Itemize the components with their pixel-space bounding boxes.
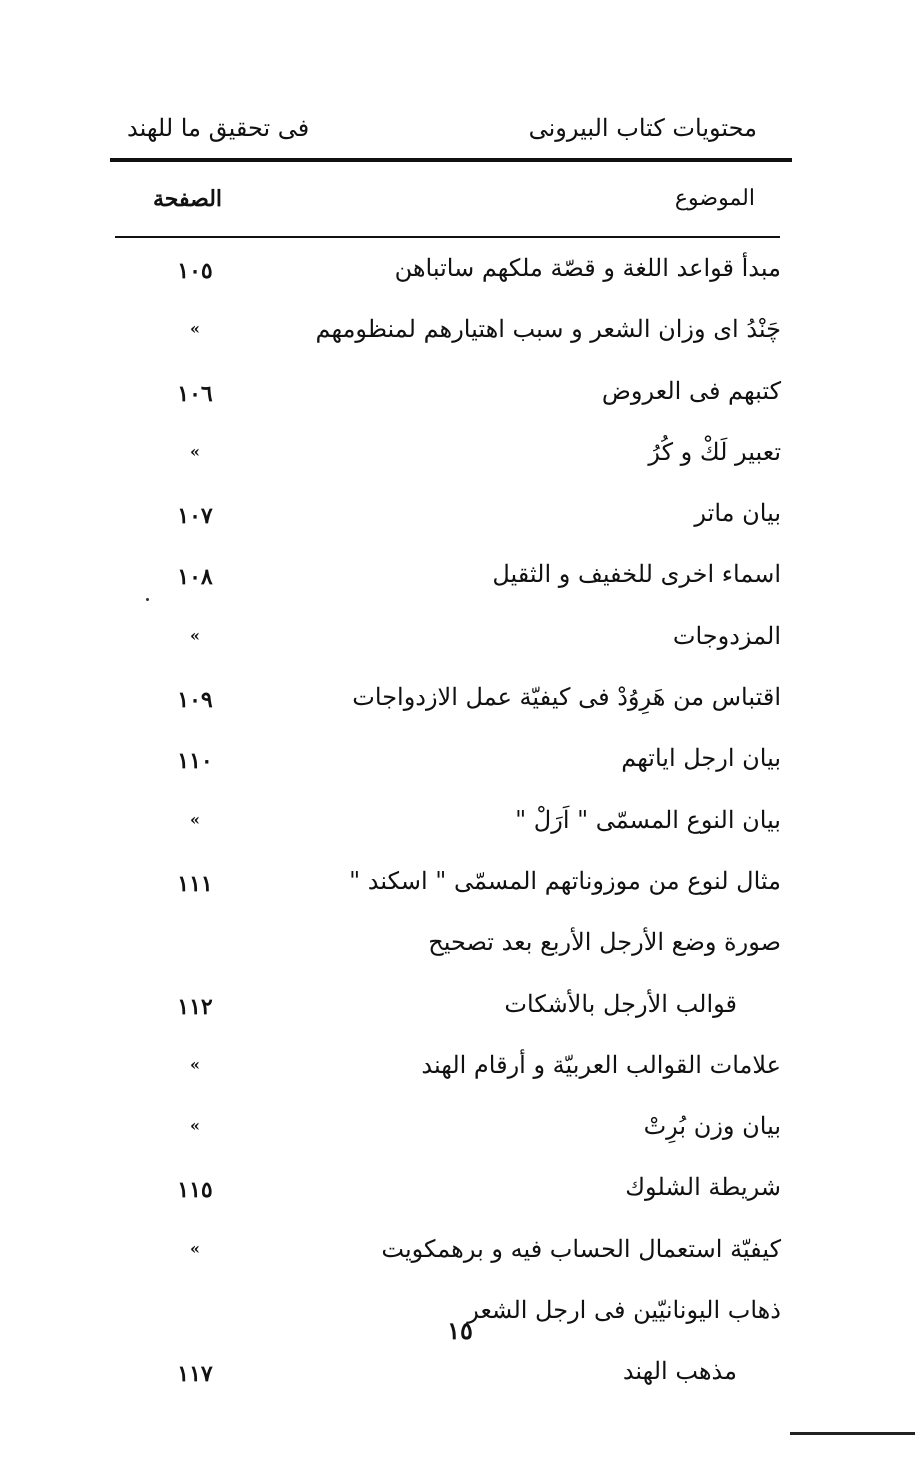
toc-entry-topic: مذهب الهند	[622, 1357, 737, 1386]
toc-entry	[115, 859, 785, 920]
toc-entry-topic: قوالب الأرجل بالأشكات	[504, 989, 737, 1018]
toc-entry-page: »	[190, 1238, 200, 1258]
running-head-title: محتويات كتاب البيرونى	[528, 114, 757, 142]
toc-entry	[115, 246, 785, 307]
toc-entry-page: ١١١	[177, 870, 213, 897]
toc-entry	[115, 1165, 785, 1226]
toc-entry	[115, 369, 785, 430]
toc-entry	[115, 1349, 785, 1410]
toc-entry-page: »	[190, 1054, 200, 1074]
toc-entry	[115, 614, 785, 675]
toc-entry-topic: كتبهم فى العروض	[601, 376, 781, 405]
toc-entry	[115, 552, 785, 613]
toc-entry-topic: المزدوجات	[672, 621, 781, 650]
toc-entry-topic: كيفيّة استعمال الحساب فيه و برهمكويت	[381, 1234, 781, 1263]
toc-entry-page: ١٠٦	[177, 380, 213, 407]
toc-entry-page: ١٠٧	[177, 503, 213, 530]
toc-entry-page: ١١٠	[177, 748, 213, 775]
toc-entry-topic: چَنْدُ اى وزان الشعر و سبب اهتيارهم لمنظومهم	[315, 315, 781, 344]
page-number: ١٥	[447, 1316, 473, 1345]
toc-entry-topic: بيان ماتر	[694, 499, 781, 528]
toc-entry-topic: ذهاب اليونانيّين فى ارجل الشعر	[467, 1296, 781, 1325]
toc-entry	[115, 1043, 785, 1104]
toc-entry	[115, 1227, 785, 1288]
toc-entry	[115, 430, 785, 491]
toc-entry-page: »	[190, 441, 200, 461]
toc-entry	[115, 982, 785, 1043]
toc-entry-page: »	[190, 1116, 200, 1136]
toc-entry-topic: صورة وضع الأرجل الأربع بعد تصحيح	[428, 928, 781, 957]
toc-entry-page: »	[190, 625, 200, 645]
toc-entry	[115, 1104, 785, 1165]
table-of-contents	[115, 246, 785, 1411]
toc-entry-topic: مثال لنوع من موزوناتهم المسمّى " اسكند "	[349, 866, 781, 895]
column-headings	[115, 180, 775, 224]
toc-entry-topic: اسماء اخرى للخفيف و الثقيل	[492, 560, 781, 589]
toc-entry-page: »	[190, 809, 200, 829]
toc-entry	[115, 736, 785, 797]
toc-entry-topic: تعبير لَكْ و كُرُ	[648, 437, 781, 466]
header-rule	[110, 158, 792, 162]
toc-entry-page: »	[190, 319, 200, 339]
column-heading-rule	[115, 236, 780, 238]
toc-entry-topic: بيان ارجل اياتهم	[621, 744, 781, 773]
running-head-subtitle: فى تحقيق ما للهند	[127, 114, 310, 142]
scan-edge-line	[790, 1432, 915, 1435]
toc-entry-page: ١١٢	[177, 993, 213, 1020]
toc-entry-page: ١١٥	[177, 1177, 213, 1204]
toc-entry	[115, 920, 785, 981]
toc-entry-topic: اقتباس من هَرِوُدْ فى كيفيّة عمل الازدواجات	[352, 683, 781, 712]
toc-entry-page: ١٠٥	[177, 258, 213, 284]
topic-column-heading: الموضوع	[674, 186, 755, 211]
toc-entry	[115, 798, 785, 859]
toc-entry	[115, 675, 785, 736]
toc-entry-page: ١٠٨	[177, 564, 213, 591]
toc-entry-topic: مبدأ قواعد اللغة و قصّة ملكهم ساتباهن	[394, 254, 781, 282]
toc-entry-topic: علامات القوالب العربيّة و أرقام الهند	[421, 1050, 781, 1079]
toc-entry-topic: بيان النوع المسمّى " اَرَلْ "	[515, 805, 781, 834]
toc-entry-topic: بيان وزن بُرِتْ	[643, 1112, 781, 1141]
page-column-heading: الصفحة	[153, 186, 223, 212]
paper-speck	[146, 598, 149, 601]
toc-entry-page: ١١٧	[177, 1361, 213, 1388]
toc-entry-page: ١٠٩	[177, 687, 213, 714]
running-head	[115, 108, 765, 152]
toc-entry	[115, 491, 785, 552]
toc-entry	[115, 307, 785, 368]
toc-entry-topic: شريطة الشلوك	[625, 1173, 781, 1202]
